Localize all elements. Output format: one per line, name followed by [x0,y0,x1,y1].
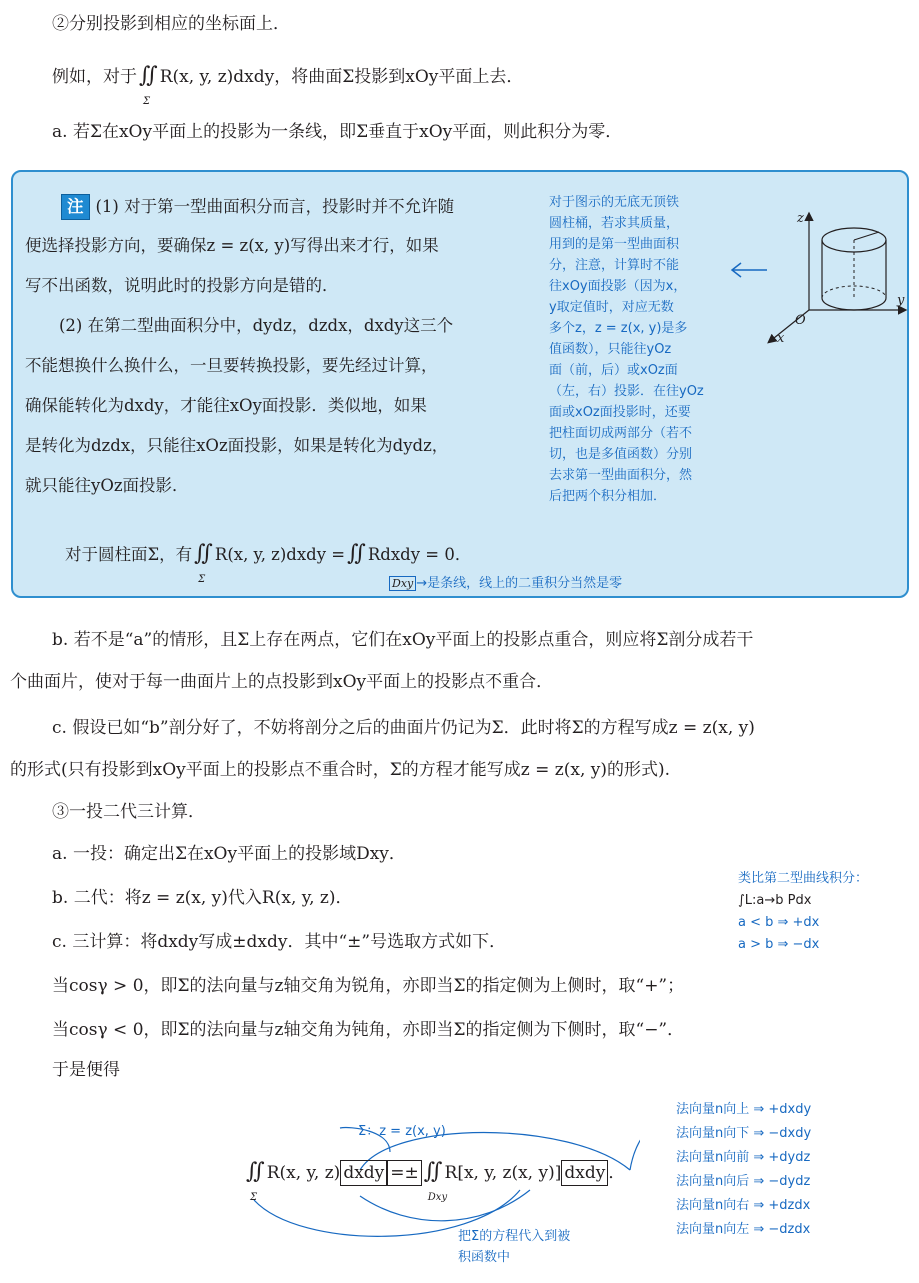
item-b-line-2: 个曲面片，使对于每一曲面片上的点投影到xOy平面上的投影点不重合． [10,672,554,692]
analogy-integral: ∫L:a→b Pdx [738,893,812,908]
step3-heading: ③一投二代三计算． [52,802,205,822]
hand-line: 用到的是第一型曲面积 [549,237,680,252]
annot-bottom-line: 积函数中 [458,1250,511,1265]
analogy-note [738,868,868,956]
double-integral-sign: ∬ Σ [246,1160,265,1184]
hand-line: y取定值时，对应无数 [549,300,674,315]
handwritten-side-note [549,192,704,507]
item-c-line-1: c. 假设已如“b”剖分好了，不妨将剖分之后的曲面片仍记为Σ．此时将Σ的方程写成z = z(x, y) [52,718,755,738]
example-prefix: 例如，对于 [52,67,137,87]
item-a: a. 若Σ在xOy平面上的投影为一条线，即Σ垂直于xOy平面，则此积分为零． [52,122,623,142]
double-integral-sign: ∬ Dxy [424,1160,443,1184]
hand-line: （左，右）投影．在往yOz [549,384,704,399]
integral-subscript: Dxy [427,1192,448,1203]
formula-dxdy-box-2: dxdy [561,1160,608,1186]
hand-line: 圆柱桶，若求其质量， [549,216,680,231]
hand-line: 切，也是多值函数）分别 [549,447,693,462]
note-box [11,170,909,598]
therefore-line: 于是便得 [52,1060,120,1080]
axis-origin-label: O [795,313,806,328]
dxy-box: Dxy [389,576,416,591]
formula-end: ． [608,1163,626,1183]
cylinder-figure-icon [759,202,909,352]
double-integral-sign: ∬ Σ [194,542,213,566]
step2-heading: ②分别投影到相应的坐标面上． [52,14,290,34]
axis-z-label: z [797,211,804,226]
formula-lhs: R(x, y, z) [266,1163,341,1183]
rule-item: 法向量n向左 ⇒ −dzdx [676,1222,811,1237]
normal-vector-rules [676,1098,811,1242]
hand-line: 值函数），只能往yOz [549,342,672,357]
cos-positive-line: 当cosγ > 0，即Σ的法向量与z轴交角为锐角，亦即当Σ的指定侧为上侧时，取“+”； [52,976,685,996]
example-integrand: R(x, y, z)dxdy [159,67,275,87]
note-line-1 [61,194,454,220]
hand-line: 去求第一型曲面积分，然 [549,468,693,483]
note-line-2: 便选择投影方向，要确保z = z(x, y)写得出来才行，如果 [25,236,439,255]
integral-subscript: Σ [250,1192,258,1203]
hand-line: 分，注意，计算时不能 [549,258,680,273]
rule-item: 法向量n向后 ⇒ −dydz [676,1174,811,1189]
hand-line: 把柱面切成两部分（若不 [549,426,693,441]
cylinder-integrand: R(x, y, z)dxdy = [214,545,346,564]
annot-bottom-line: 把Σ的方程代入到被 [458,1229,571,1244]
analogy-title: 类比第二型曲线积分： [738,871,869,886]
formula-annot-bottom [458,1226,570,1268]
item-c-line-2: 的形式(只有投影到xOy平面上的投影点不重合时，Σ的方程才能写成z = z(x, y)的形式). [10,760,671,780]
item-b-line-1: b. 若不是“a”的情形，且Σ上存在两点，它们在xOy平面上的投影点重合，则应将Σ剖分成若干 [52,630,754,650]
analogy-line-2: a > b ⇒ −dx [738,937,820,952]
cos-negative-line: 当cosγ < 0，即Σ的法向量与z轴交角为钝角，亦即当Σ的指定侧为下侧时，取“−”． [52,1020,685,1040]
hand-line: 往xOy面投影（因为x， [549,279,687,294]
integral-subscript: Σ [143,96,151,107]
note-line-1-text: (1) 对于第一型曲面积分而言，投影时并不允许随 [95,197,455,216]
note-line-3: 写不出函数，说明此时的投影方向是错的． [25,276,339,295]
note-tag: 注 [61,194,90,220]
cylinder-rhs: Rdxdy = 0． [367,545,472,564]
hand-line: 后把两个积分相加． [549,489,667,504]
analogy-line-1: a < b ⇒ +dx [738,915,820,930]
note-line-8: 就只能往yOz面投影． [25,476,189,495]
hand-line: 面（前，后）或xOz面 [549,363,678,378]
note-line-7: 是转化为dzdx，只能往xOz面投影，如果是转化为dydz， [25,436,449,455]
example-suffix: ，将曲面Σ投影到xOy平面上去． [274,67,524,87]
step3-b: b. 二代：将z = z(x, y)代入R(x, y, z)． [52,888,353,908]
rule-item: 法向量n向前 ⇒ +dydz [676,1150,811,1165]
hand-bottom-text: →是条线，线上的二重积分当然是零 [416,576,623,591]
hand-line: 面或xOz面投影时，还要 [549,405,691,420]
formula-rhs: R[x, y, z(x, y)] [444,1163,562,1183]
cylinder-prefix: 对于圆柱面Σ，有 [65,545,193,564]
step3-c: c. 三计算：将dxdy写成±dxdy．其中“±”号选取方式如下． [52,932,507,952]
rule-item: 法向量n向上 ⇒ +dxdy [676,1102,812,1117]
hand-line: 对于图示的无底无顶铁 [549,195,680,210]
step3-a: a. 一投：确定出Σ在xOy平面上的投影域Dxy． [52,844,406,864]
note-line-5: 不能想换什么换什么，一旦要转换投影，要先经过计算， [25,356,438,375]
final-formula [244,1159,626,1203]
rule-item: 法向量n向下 ⇒ −dxdy [676,1126,812,1141]
double-integral-sign: ∬ Σ [139,64,158,88]
axis-x-label: x [777,331,785,346]
hand-line: 多个z，z = z(x, y)是多 [549,321,688,336]
example-line [52,63,524,107]
note-line-6: 确保能转化为dxdy，才能往xOy面投影．类似地，如果 [25,396,427,415]
note-line-4: (2) 在第二型曲面积分中，dydz，dzdx，dxdy这三个 [59,316,454,335]
rule-item: 法向量n向右 ⇒ +dzdx [676,1198,811,1213]
axis-y-label: y [897,293,905,308]
formula-dxdy-box: dxdy [340,1160,387,1186]
formula-pm-box: =± [387,1160,422,1186]
integral-subscript: Σ [198,574,206,585]
double-integral-sign: ∬ [347,541,366,566]
formula-annot-top: Σ：z = z(x, y) [358,1124,446,1139]
handwritten-bottom-note [389,572,622,591]
